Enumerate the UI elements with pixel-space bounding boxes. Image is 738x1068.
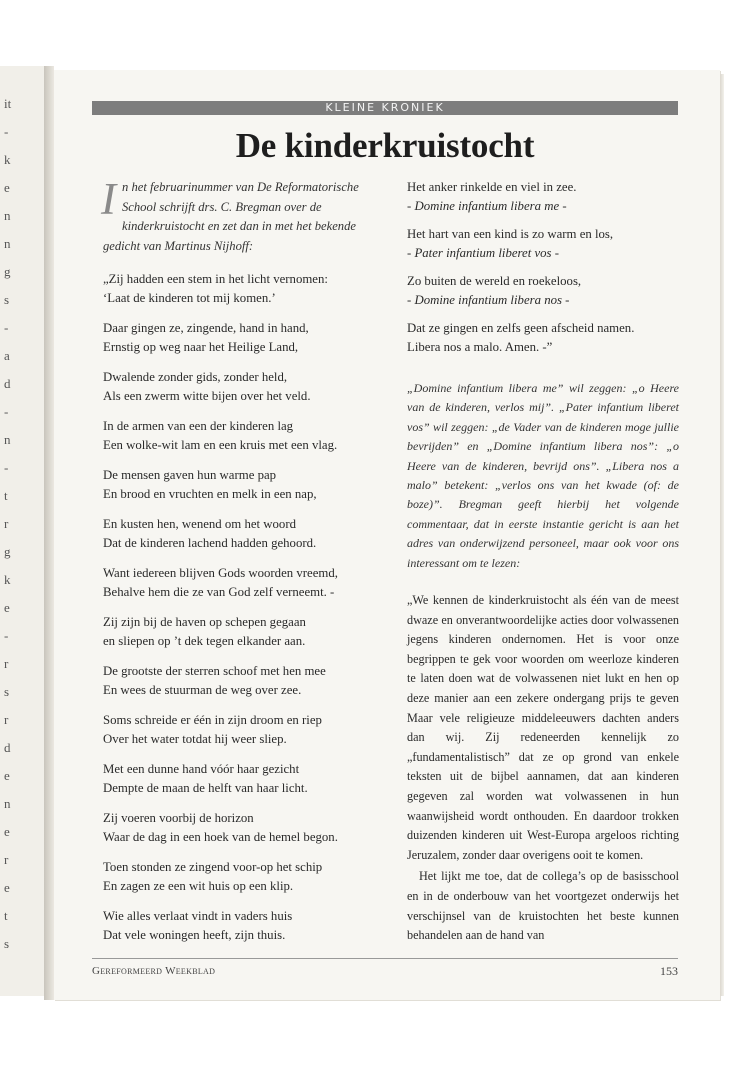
facing-page-fragment: g xyxy=(4,264,11,279)
page-edge xyxy=(720,74,724,996)
poem-line: Libera nos a malo. Amen. -” xyxy=(407,340,553,354)
poem-line: Als een zwerm witte bijen over het veld. xyxy=(103,389,311,403)
facing-page-fragment: - xyxy=(4,404,9,419)
poem-line: En kusten hen, wenend om het woord xyxy=(103,517,296,531)
facing-page-fragment: d xyxy=(4,376,11,391)
poem-line: Zo buiten de wereld en roekeloos, xyxy=(407,274,582,288)
poem-stanza xyxy=(103,662,371,700)
publication-name: Gereformeerd Weekblad xyxy=(92,965,216,977)
intro-text: n het februarinummer van De Reformatorische School schrijft drs. C. Bregman over de kinderkruistocht en zet dan in met het bekende gedicht van Martinus Nijhoff: xyxy=(103,180,359,253)
article-paragraph: „We kennen de kinderkruistocht als één van de meest dwaze en onverantwoordelijke acties door volwassenen jegens kinderen ondernomen. Het is voor onze begrippen te gek voor woorden om weerloze kinderen te laten doen wat de volwassenen niet lukt en hen op deze manier aan een zekere ondergang prijs te geven Maar vele religieuze middeleeuwers dachten anders dan wij. Zij redeneerden kennelijk zo „fundamentalistisch” dat ze op grond van enkele teksten uit de bijbel aannamen, dat aan kinderen gegeven zal worden wat volwassenen in hun waanwijsheid wordt onthouden. En daardoor trokken duizenden kinderen uit West-Europa argeloos richting Jeruzalem, zonder daar overigens ooit te komen. xyxy=(407,593,679,862)
poem-line: Want iedereen blijven Gods woorden vreemd, xyxy=(103,566,338,580)
facing-page-fragment: s xyxy=(4,292,10,307)
facing-page-fragment: r xyxy=(4,852,9,867)
poem-stanza xyxy=(103,907,371,945)
facing-page-fragment: it xyxy=(4,96,12,111)
page-number: 153 xyxy=(660,964,678,978)
facing-page-fragment: a xyxy=(4,348,10,363)
right-column xyxy=(407,178,679,948)
book-spine xyxy=(44,66,54,1000)
poem-stanza xyxy=(103,319,371,357)
facing-page-fragment: r xyxy=(4,516,9,531)
facing-page-fragment: s xyxy=(4,936,10,951)
facing-page-fragment: r xyxy=(4,656,9,671)
facing-page-fragment: g xyxy=(4,544,11,559)
facing-page-fragment: e xyxy=(4,824,10,839)
poem-left xyxy=(103,270,371,945)
facing-page-fragment: n xyxy=(4,236,11,251)
poem-line: - Domine infantium libera nos - xyxy=(407,293,570,307)
poem-line: Het hart van een kind is zo warm en los, xyxy=(407,227,614,241)
poem-line: ‘Laat de kinderen tot mij komen.’ xyxy=(103,291,276,305)
poem-line: Dwalende zonder gids, zonder held, xyxy=(103,370,288,384)
facing-page-fragment: d xyxy=(4,740,11,755)
facing-page-fragment: n xyxy=(4,208,11,223)
poem-line: Een wolke-wit lam en een kruis met een vlag. xyxy=(103,438,338,452)
poem-stanza xyxy=(103,466,371,504)
poem-line: Dat de kinderen lachend hadden gehoord. xyxy=(103,536,317,550)
poem-line: De grootste der sterren schoof met hen mee xyxy=(103,664,326,678)
poem-line: Daar gingen ze, zingende, hand in hand, xyxy=(103,321,309,335)
poem-line: Met een dunne hand vóór haar gezicht xyxy=(103,762,300,776)
facing-page-fragment: s xyxy=(4,684,10,699)
poem-stanza xyxy=(103,270,371,308)
poem-stanza xyxy=(407,319,679,357)
facing-page-fragment: r xyxy=(4,712,9,727)
poem-line: Behalve hem die ze van God zelf verneemt. - xyxy=(103,585,335,599)
commentary-paragraph: „Domine infantium libera me” wil zeggen: „o Heere van de kinderen, verlos mij”. „Pater infantium liberet vos” wil zeggen: „de Vader van de kinderen moge jullie bevrijden” en „Domine infantium libera nos”: „o Heere van de kinderen, bevrijd ons”. „Libera nos a malo” betekent: „verlos ons van het kwade (of: de boze)”. Bregman geeft hierbij het volgende commentaar, dat in eerste instantie gericht is aan het adres van onderwijzend personeel, maar ook voor ons interessant om te lezen: xyxy=(407,381,679,570)
poem-line: Het anker rinkelde en viel in zee. xyxy=(407,180,577,194)
poem-line: Dat vele woningen heeft, zijn thuis. xyxy=(103,928,286,942)
poem-line: Toen stonden ze zingend voor-op het schip xyxy=(103,860,323,874)
poem-stanza xyxy=(103,613,371,651)
poem-stanza xyxy=(103,368,371,406)
facing-page-fragment: n xyxy=(4,796,11,811)
facing-page xyxy=(0,66,45,996)
poem-line: - Domine infantium libera me - xyxy=(407,199,567,213)
poem-stanza xyxy=(103,515,371,553)
poem-line: Ernstig op weg naar het Heilige Land, xyxy=(103,340,299,354)
poem-stanza xyxy=(407,225,679,263)
facing-page-fragment: k xyxy=(4,152,11,167)
section-header: KLEINE KRONIEK xyxy=(92,101,678,115)
poem-line: en sliepen op ’t dek tegen elkander aan. xyxy=(103,634,306,648)
poem-line: En brood en vruchten en melk in een nap, xyxy=(103,487,317,501)
poem-stanza xyxy=(103,711,371,749)
facing-page-fragment: - xyxy=(4,320,9,335)
poem-line: „Zij hadden een stem in het licht vernomen: xyxy=(103,272,328,286)
poem-stanza xyxy=(103,760,371,798)
facing-page-fragment: n xyxy=(4,432,11,447)
poem-line: - Pater infantium liberet vos - xyxy=(407,246,559,260)
facing-page-fragment: t xyxy=(4,488,8,503)
intro-paragraph xyxy=(101,174,371,256)
poem-line: Zij zijn bij de haven op schepen gegaan xyxy=(103,615,306,629)
poem-line: En zagen ze een wit huis op een klip. xyxy=(103,879,294,893)
facing-page-fragment: e xyxy=(4,880,10,895)
article-paragraph: Het lijkt me toe, dat de collega’s op de basisschool en in de onderbouw van het voortgezet onderwijs het verschijnsel van de kruistochten het beste kunnen behandelen aan de hand van xyxy=(407,869,679,943)
facing-page-fragment: k xyxy=(4,572,11,587)
poem-line: Waar de dag in een hoek van de hemel begon. xyxy=(103,830,338,844)
magazine-page xyxy=(54,70,720,1000)
poem-stanza xyxy=(103,417,371,455)
article-title: De kinderkruistocht xyxy=(235,126,535,165)
left-column xyxy=(101,174,371,956)
poem-stanza xyxy=(103,809,371,847)
poem-line: Dempte de maan de helft van haar licht. xyxy=(103,781,308,795)
poem-line: In de armen van een der kinderen lag xyxy=(103,419,294,433)
facing-page-fragment: - xyxy=(4,628,9,643)
poem-line: De mensen gaven hun warme pap xyxy=(103,468,277,482)
poem-line: Zij voeren voorbij de horizon xyxy=(103,811,254,825)
poem-stanza xyxy=(407,178,679,216)
facing-page-fragment: e xyxy=(4,600,10,615)
facing-page-fragment: e xyxy=(4,768,10,783)
poem-line: Over het water totdat hij weer sliep. xyxy=(103,732,287,746)
footer-rule xyxy=(92,958,678,959)
facing-page-fragment: - xyxy=(4,460,9,475)
facing-page-fragment: e xyxy=(4,180,10,195)
poem-line: Wie alles verlaat vindt in vaders huis xyxy=(103,909,293,923)
facing-page-fragment: - xyxy=(4,124,9,139)
poem-stanza xyxy=(103,564,371,602)
poem-stanza xyxy=(103,858,371,896)
poem-line: Dat ze gingen en zelfs geen afscheid namen. xyxy=(407,321,635,335)
drop-cap: I xyxy=(101,174,116,224)
facing-page-fragment: t xyxy=(4,908,8,923)
poem-right xyxy=(407,178,679,357)
poem-line: Soms schreide er één in zijn droom en riep xyxy=(103,713,322,727)
poem-stanza xyxy=(407,272,679,310)
poem-line: En wees de stuurman de weg over zee. xyxy=(103,683,302,697)
